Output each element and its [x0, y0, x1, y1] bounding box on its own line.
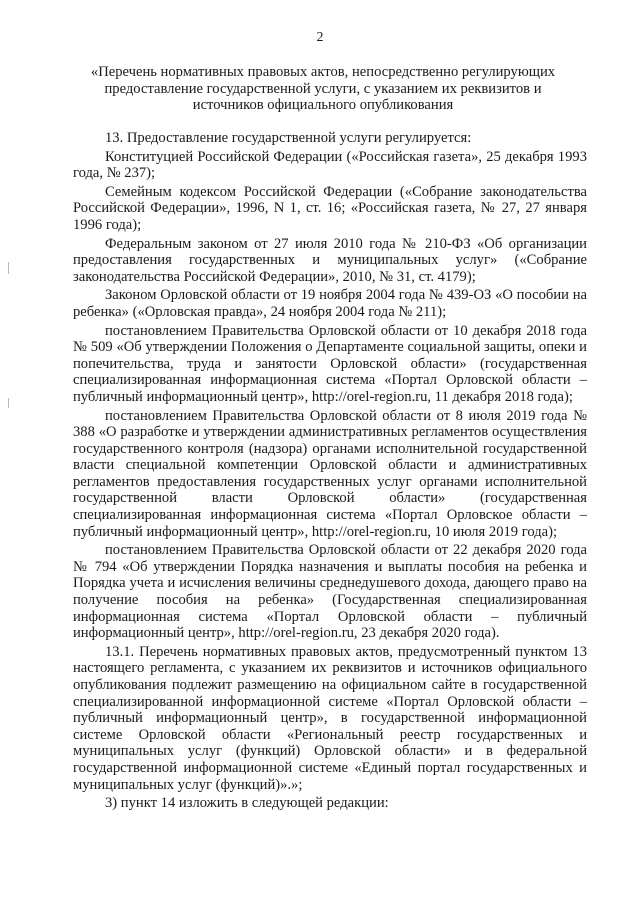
scan-artifact-line — [8, 262, 9, 274]
paragraph: Семейным кодексом Российской Федерации («Собрание законодательства Российской Федерации», 1996, N 1, ст. 16; «Российская газета, № 27, 27 января 1996 года); — [73, 183, 587, 233]
paragraph: постановлением Правительства Орловской области от 8 июля 2019 года № 388 «О разработке и утверждении административных регламентов осуществления государственного контроля (надзора) органами исполнительной государственной власти специальной компетенции Орловской области и административных регламентов предоставления государственных услуг органами исполнительной государственной власти Орловской области» (государственная специализированная информационная система «Портал Орловское области – публичный информационный центр», http://orel-region.ru, 10 июля 2019 года); — [73, 407, 587, 540]
paragraph: постановлением Правительства Орловской области от 10 декабря 2018 года № 509 «Об утверждении Положения о Департаменте социальной защиты, опеки и попечительства, труда и занятости Орловской области» (государственная специализированная информационная система «Портал Орловской области – публичный информационный центр», http://orel-region.ru, 11 декабря 2018 года); — [73, 322, 587, 405]
paragraph: 13.1. Перечень нормативных правовых актов, предусмотренный пунктом 13 настоящего регламента, с указанием их реквизитов и источников официального опубликования подлежит размещению на официальном сайте в государственной специализированной информационной системе «Портал Орловской области – публичный информационный центр», в государственной информационной системе Орловской области «Региональный реестр государственных и муниципальных услуг (функций) Орловской области» и в федеральной государственной информационной системе «Единый портал государственных и муниципальных услуг (функций)».»; — [73, 643, 587, 793]
scan-artifact-line — [8, 398, 9, 408]
document-title: «Перечень нормативных правовых актов, непосредственно регулирующих предоставление государственной услуги, с указанием их реквизитов и источников официального опубликования — [90, 64, 556, 114]
paragraph: 13. Предоставление государственной услуги регулируется: — [105, 130, 472, 146]
paragraph: Конституцией Российской Федерации («Российская газета», 25 декабря 1993 года, № 237); — [73, 148, 587, 182]
document-body — [73, 130, 587, 814]
paragraph: 3) пункт 14 изложить в следующей редакции: — [105, 795, 389, 812]
paragraph: Федеральным законом от 27 июля 2010 года № 210-ФЗ «Об организации предоставления государственных и муниципальных услуг» («Собрание законодательства Российской Федерации», 2010, № 31, ст. 4179); — [73, 235, 587, 285]
paragraph: Законом Орловской области от 19 ноября 2004 года № 439-ОЗ «О пособии на ребенка» («Орловская правда», 24 ноября 2004 года № 211); — [73, 287, 587, 320]
paragraph: постановлением Правительства Орловской области от 22 декабря 2020 года № 794 «Об утверждении Порядка назначения и выплаты пособия на ребенка и Порядка учета и исчисления величины среднедушевого дохода, дающего право на получение пособия на ребенка» (Государственная специализированная информационная система «Портал Орловской области – публичный информационный центр», http://orel-region.ru, 23 декабря 2020 года). — [73, 542, 587, 642]
page-number: 2 — [316, 30, 324, 45]
